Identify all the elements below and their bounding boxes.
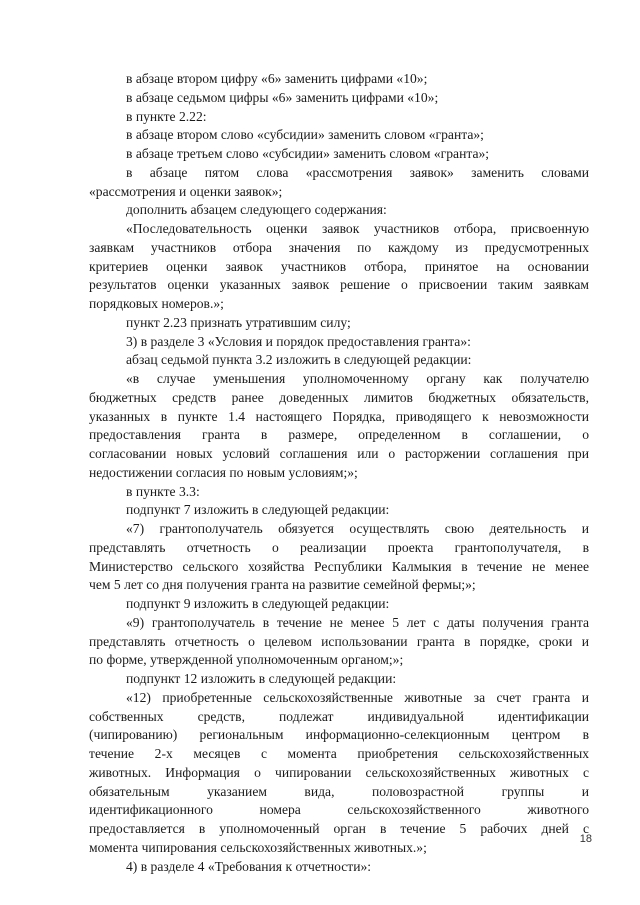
text-line: согласовании новых условий соглашения или о расторжении соглашения при [89, 446, 589, 461]
text-line: указанных в пункте 1.4 настоящего Порядка, приводящего к невозможности [89, 409, 589, 424]
text-line: в абзаце третьем слово «субсидии» заменить словом «гранта»; [126, 146, 490, 161]
text-line: критериев оценки заявок участников отбора, принятое на основании [89, 259, 589, 274]
text-line: в абзаце пятом слова «рассмотрения заявок» заменить словами [126, 165, 589, 180]
text-line: заявкам участников отбора значения по каждому из предусмотренных [89, 240, 589, 255]
text-line: (чипированию) региональным информационно-селекционным центром в [89, 727, 589, 742]
text-line: в абзаце седьмом цифры «6» заменить цифрами «10»; [126, 90, 439, 105]
text-line: бюджетных средств ранее доведенных лимитов бюджетных обязательств, [89, 390, 589, 405]
text-line: подпункт 7 изложить в следующей редакции: [126, 502, 390, 517]
text-line: 3) в разделе 3 «Условия и порядок предоставления гранта»: [126, 334, 471, 349]
text-line: 4) в разделе 4 «Требования к отчетности»: [126, 859, 372, 874]
text-line: представлять отчетность о реализации проекта грантополучателя, в [89, 540, 589, 555]
text-line: в абзаце втором цифру «6» заменить цифрами «10»; [126, 71, 428, 86]
text-line: «в случае уменьшения уполномоченному органу как получателю [126, 371, 589, 386]
text-line: результатов оценки указанных заявок решение о присвоении таким заявкам [89, 277, 589, 292]
text-line: собственных средств, подлежат индивидуальной идентификации [89, 709, 589, 724]
text-line: Министерство сельского хозяйства Республики Калмыкия в течение не менее [89, 559, 589, 574]
text-line: подпункт 12 изложить в следующей редакции: [126, 671, 397, 686]
text-line: обязательным указанием вида, половозрастной группы и [89, 784, 589, 799]
text-line: по форме, утвержденной уполномоченным органом;»; [89, 652, 404, 667]
text-line: чем 5 лет со дня получения гранта на развитие семейной фермы;»; [89, 577, 476, 592]
text-line: животных. Информация о чипировании сельскохозяйственных животных с [89, 765, 589, 780]
text-line: «9) грантополучатель в течение не менее 5 лет с даты получения гранта [126, 615, 589, 630]
text-line: «7) грантополучатель обязуется осуществлять свою деятельность и [126, 521, 589, 536]
text-line: абзац седьмой пункта 3.2 изложить в следующей редакции: [126, 352, 472, 367]
text-line: предоставления гранта в размере, определенном в соглашении, о [89, 427, 589, 442]
text-line: подпункт 9 изложить в следующей редакции: [126, 596, 390, 611]
text-line: недостижении согласия по новым условиям;»; [89, 465, 358, 480]
text-line: в абзаце втором слово «субсидии» заменить словом «гранта»; [126, 127, 484, 142]
text-line: представлять отчетность о целевом использовании гранта в порядке, сроки и [89, 634, 589, 649]
text-line: в пункте 3.3: [126, 484, 200, 499]
page-number: 18 [579, 833, 592, 845]
text-line: в пункте 2.22: [126, 109, 207, 124]
text-line: момента чипирования сельскохозяйственных животных.»; [89, 840, 427, 855]
text-line: идентификационного номера сельскохозяйственного животного [89, 802, 589, 817]
text-line: предоставляется в уполномоченный орган в течение 5 рабочих дней с [89, 821, 589, 836]
text-line: «рассмотрения и оценки заявок»; [89, 184, 283, 199]
text-line: пункт 2.23 признать утратившим силу; [126, 315, 351, 330]
text-line: «Последовательность оценки заявок участников отбора, присвоенную [126, 221, 589, 236]
text-line: «12) приобретенные сельскохозяйственные животные за счет гранта и [126, 690, 589, 705]
text-line: порядковых номеров.»; [89, 296, 224, 311]
text-line: дополнить абзацем следующего содержания: [126, 202, 387, 217]
text-line: течение 2-х месяцев с момента приобретения сельскохозяйственных [89, 746, 589, 761]
